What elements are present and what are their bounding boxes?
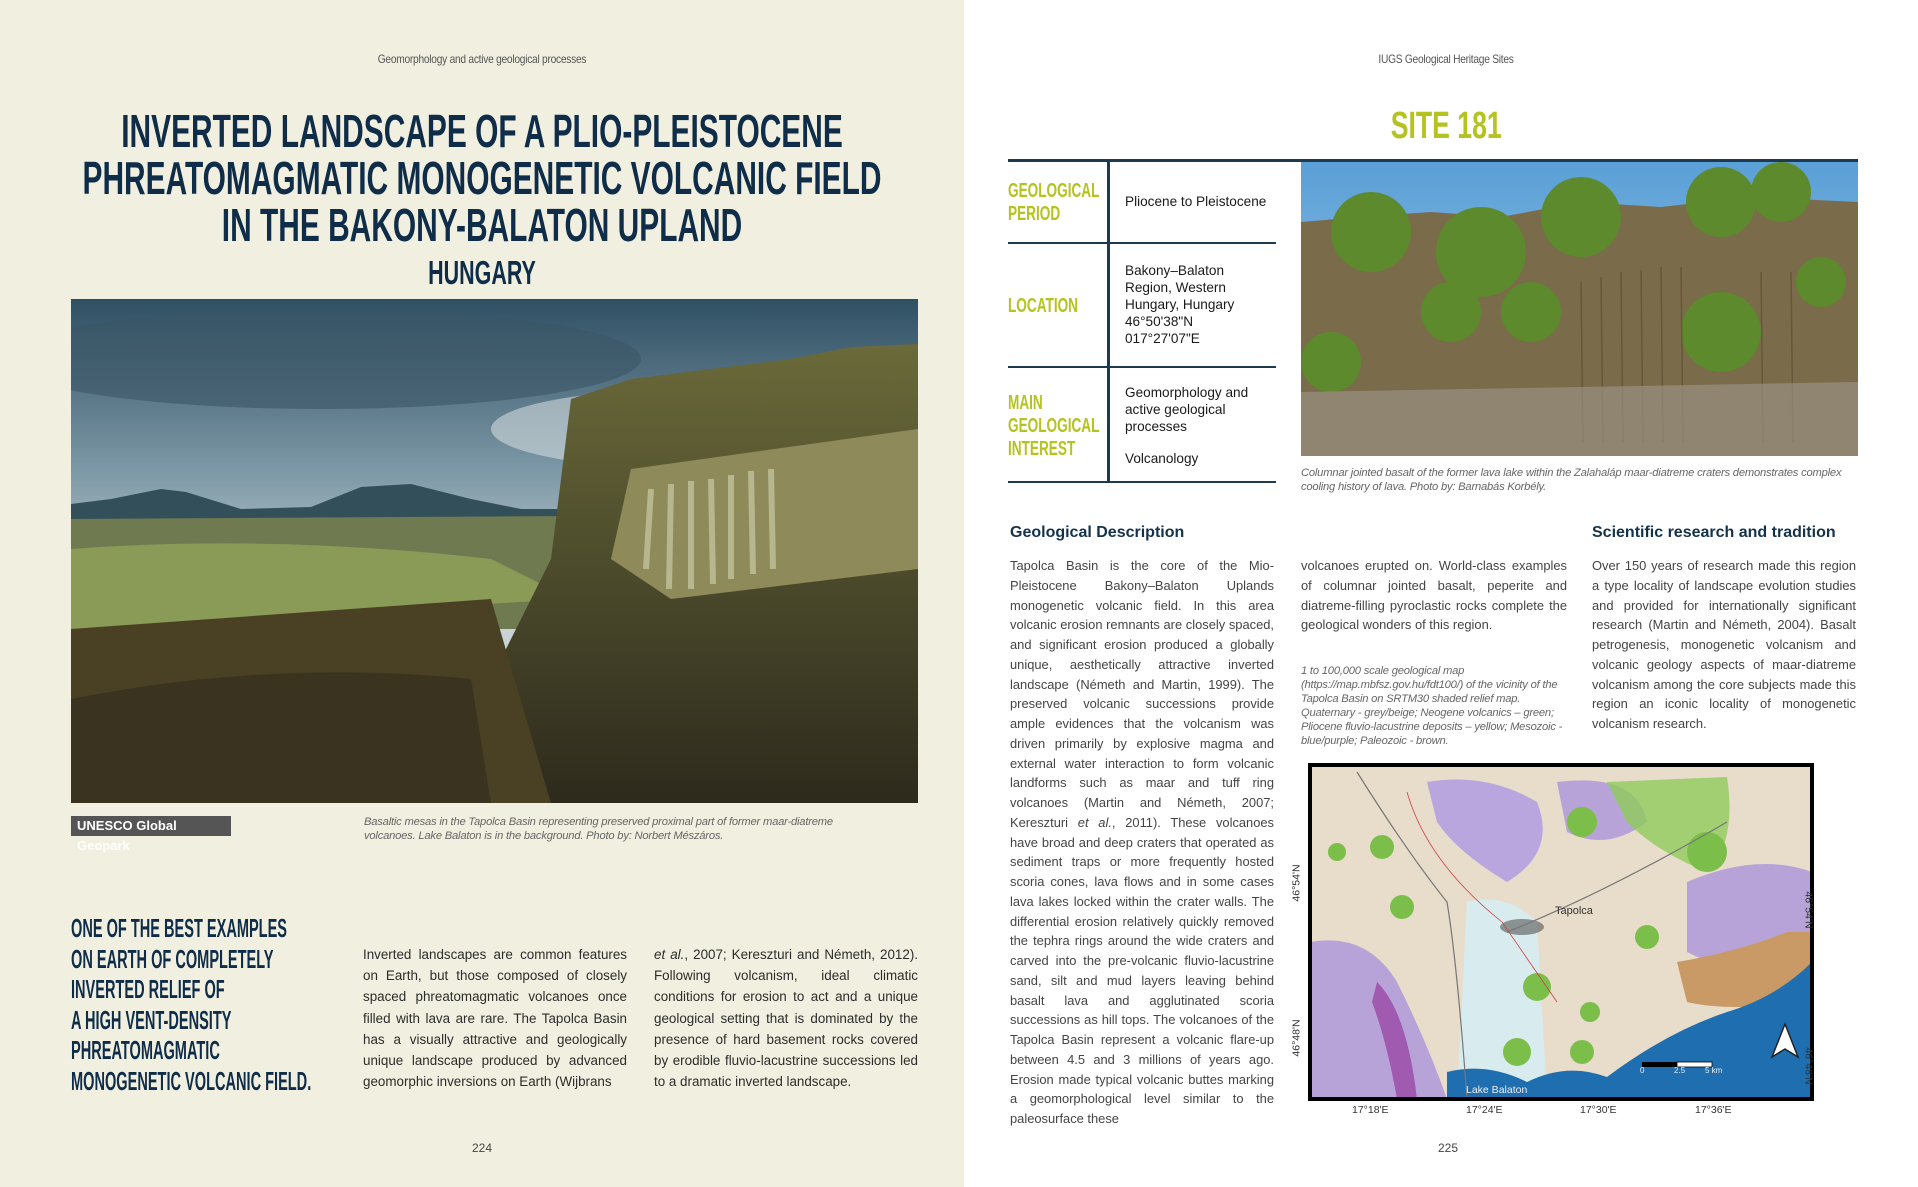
lon-tick: 17°24'E: [1466, 1104, 1503, 1116]
lat-tick-right: 46°54'N: [1802, 891, 1815, 929]
lon-tick: 17°36'E: [1695, 1104, 1732, 1116]
map-town-label: Tapolca: [1555, 905, 1593, 917]
site-number: SITE 181: [1390, 105, 1502, 147]
geological-description-col1: Tapolca Basin is the core of the Mio-Pleistocene Bakony–Balaton Uplands monogenetic volcanic field. In this area volcanic erosion remnants are closely spaced, and significant erosion produced a globally unique, aesthetically attractive inverted landscape (Németh and Martin, 1999). The preserved volcanic successions provide ample evidences that the volcanism was driven primarily by explosive magma and external water interaction to form volcanic landforms such as maar and tuff ring volcanoes (Martin and Németh, 2007; Kereszturi et al., 2011). These volcanoes have broad and deep craters that operated as sediment traps or more frequently hosted scoria cones, lava flows and in some cases lava lakes locked within the crater walls. The differential erosion relatively quickly removed the tephra rings around the wide craters and carved into the pre-volcanic fluvio-lacustrine sand, silt and mud layers leaving behind basalt lava and agglutinated scoria successions as hill tops. The volcanoes of the Tapolca Basin represent a volcanic flare-up between 4.5 and 3 millions of years ago. Erosion made typical volcanic buttes marking a geomorphological level similar to the paleosurface these: [1010, 558, 1275, 1126]
lat-tick: 46°48'N: [1290, 1019, 1303, 1057]
scientific-research-text: Over 150 years of research made this region a type locality of landscape evolution studies and provided for internationally significant research (Martin and Németh, 2004). Basalt petrogenesis, monogenetic volcanism and volcanic geology aspects of maar-diatreme volcanism among the core subjects made this region an iconic locality of monogenetic volcanism research.: [1592, 558, 1856, 731]
scale-label-0: 0: [1640, 1066, 1645, 1075]
scale-label-5km: 5 km: [1705, 1066, 1723, 1075]
running-header: Geomorphology and active geological processes: [377, 52, 587, 66]
row-rule: [1008, 366, 1276, 368]
lat-tick: 46°54'N: [1290, 864, 1303, 902]
scientific-research-heading: Scientific research and tradition: [1592, 524, 1836, 541]
scale-label-2-5: 2.5: [1674, 1066, 1686, 1075]
map-lake-label: Lake Balaton: [1466, 1084, 1528, 1096]
geological-description-col2: volcanoes erupted on. World-class examples of columnar jointed basalt, peperite and diatreme-filling pyroclastic rocks complete the geological wonders of this region.: [1301, 558, 1567, 633]
lon-tick: 17°18'E: [1352, 1104, 1389, 1116]
unesco-geopark-badge: UNESCO Global Geopark: [71, 816, 231, 836]
geological-map: [1307, 762, 1815, 1102]
row-rule: [1008, 242, 1276, 244]
title-line-1: INVERTED LANDSCAPE OF A PLIO-PLEISTOCENE: [121, 105, 843, 157]
intro-text-col1: Inverted landscapes are common features on Earth, but those composed of closely spaced phreatomagmatic volcanoes once filled with lava are rare. The Tapolca Basin has a visually attractive and geologically unique landscape produced by advanced geomorphic inversions on Earth (Wijbrans: [363, 947, 627, 1090]
title-line-2: PHREATOMAGMATIC MONOGENETIC VOLCANIC FIELD: [82, 152, 882, 204]
basalt-photo-caption: Columnar jointed basalt of the former lava lake within the Zalahaláp maar-diatreme craters demonstrates complex cooling history of lava. Photo by: Barnabás Korbély.: [1301, 467, 1842, 493]
value-geological-period: Pliocene to Pleistocene: [1125, 194, 1267, 209]
photo-caption: Basaltic mesas in the Tapolca Basin representing preserved proximal part of former maar-diatreme volcanoes. Lake Balaton is in the background. Photo by: Norbert Mészáros.: [364, 816, 833, 842]
basalt-columns-photo: [1301, 162, 1858, 456]
label-main-interest: MAIN GEOLOGICAL INTEREST: [1008, 392, 1100, 460]
pull-quote: ONE OF THE BEST EXAMPLES ON EARTH OF COMPLETELY INVERTED RELIEF OF A HIGH VENT-DENSITY PHREATOMAGMATIC MONOGENETIC VOLCANIC FIELD.: [71, 913, 312, 1096]
label-location: LOCATION: [1008, 295, 1079, 317]
value-main-interest: Geomorphology and active geological processes Volcanology: [1125, 385, 1249, 466]
country-title: HUNGARY: [428, 254, 536, 291]
page-number-right: 225: [1437, 1141, 1459, 1155]
geological-description-heading: Geological Description: [1010, 524, 1185, 541]
title-line-3: IN THE BAKONY-BALATON UPLAND: [221, 199, 743, 251]
landscape-photo: [71, 299, 918, 803]
intro-text-col2: et al., 2007; Kereszturi and Németh, 2012). Following volcanism, ideal climatic conditions for erosion to act and a unique geological setting that is dominated by the presence of hard basement rocks covered by erodible fluvio-lacustrine successions led to a dramatic inverted landscape.: [654, 947, 919, 1090]
lon-tick: 17°30'E: [1580, 1104, 1617, 1116]
row-rule: [1008, 481, 1276, 483]
label-geological-period: GEOLOGICAL PERIOD: [1008, 180, 1100, 225]
value-location: Bakony–Balaton Region, Western Hungary, Hungary 46°50'38"N 017°27'07"E: [1125, 263, 1235, 346]
page-number: 224: [471, 1141, 493, 1155]
running-header-right: IUGS Geological Heritage Sites: [1378, 52, 1514, 66]
lat-tick-right: 46°48'N: [1802, 1047, 1815, 1085]
scale-bar: [1642, 1062, 1677, 1067]
map-caption: 1 to 100,000 scale geological map (https://map.mbfsz.gov.hu/fdt100/) of the vicinity of the Tapolca Basin on SRTM30 shaded relief map. Quaternary - grey/beige; Neogene volcanics – green; Pliocene fluvio-lacustrine deposits – yellow; Mesozoic - blue/purple; Paleozoic - brown.: [1301, 665, 1563, 747]
